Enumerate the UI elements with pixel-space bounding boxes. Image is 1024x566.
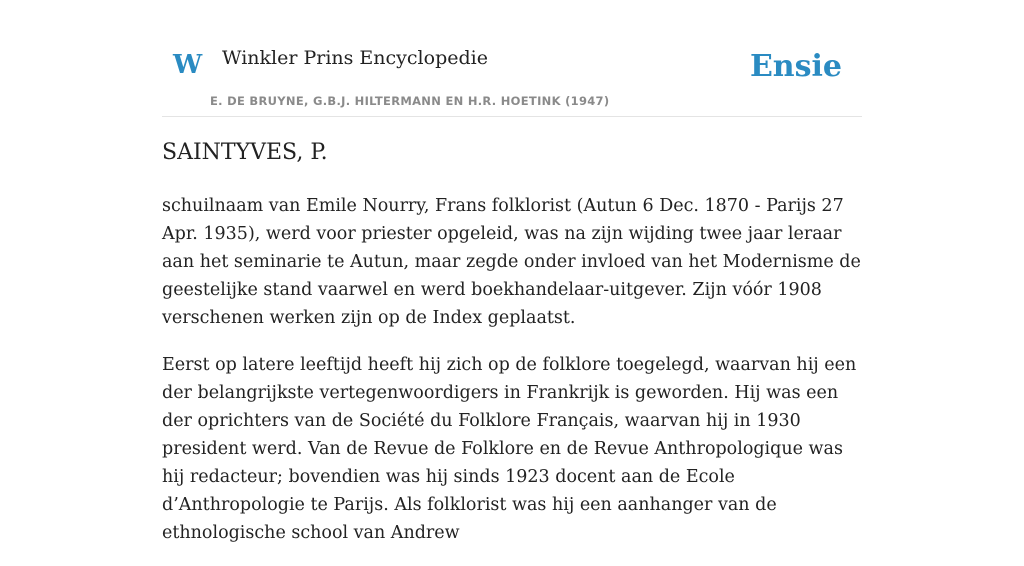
article-body <box>162 192 862 566</box>
site-logo[interactable]: Ensie <box>749 49 842 84</box>
publication-title[interactable]: Winkler Prins Encyclopedie <box>222 47 488 69</box>
article-paragraph: schuilnaam van Emile Nourry, Frans folklorist (Autun 6 Dec. 1870 - Parijs 27 Apr. 1935), werd voor priester opgeleid, was na zijn wijding twee jaar leraar aan het seminarie te Autun, maar zegde onder invloed van het Modernisme de geestelijke stand vaarwel en werd boekhandelaar-uitgever. Zijn vóór 1908 verschenen werken zijn op de Index geplaatst. <box>162 196 861 328</box>
page-header <box>162 0 862 117</box>
publication-logo[interactable]: W <box>173 50 203 80</box>
publication-authors: E. DE BRUYNE, G.B.J. HILTERMANN EN H.R. HOETINK (1947) <box>210 94 610 108</box>
article-title: SAINTYVES, P. <box>162 140 328 165</box>
article-paragraph: Eerst op latere leeftijd heeft hij zich op de folklore toegelegd, waarvan hij een der belangrijkste vertegenwoordigers in Frankrijk is geworden. Hij was een der oprichters van de Société du Folklore Français, waarvan hij in 1930 president werd. Van de Revue de Folklore en de Revue Anthropologique was hij redacteur; bovendien was hij sinds 1923 docent aan de Ecole d’Anthropologie te Parijs. Als folklorist was hij een aanhanger van de ethnologische school van Andrew <box>162 355 857 543</box>
